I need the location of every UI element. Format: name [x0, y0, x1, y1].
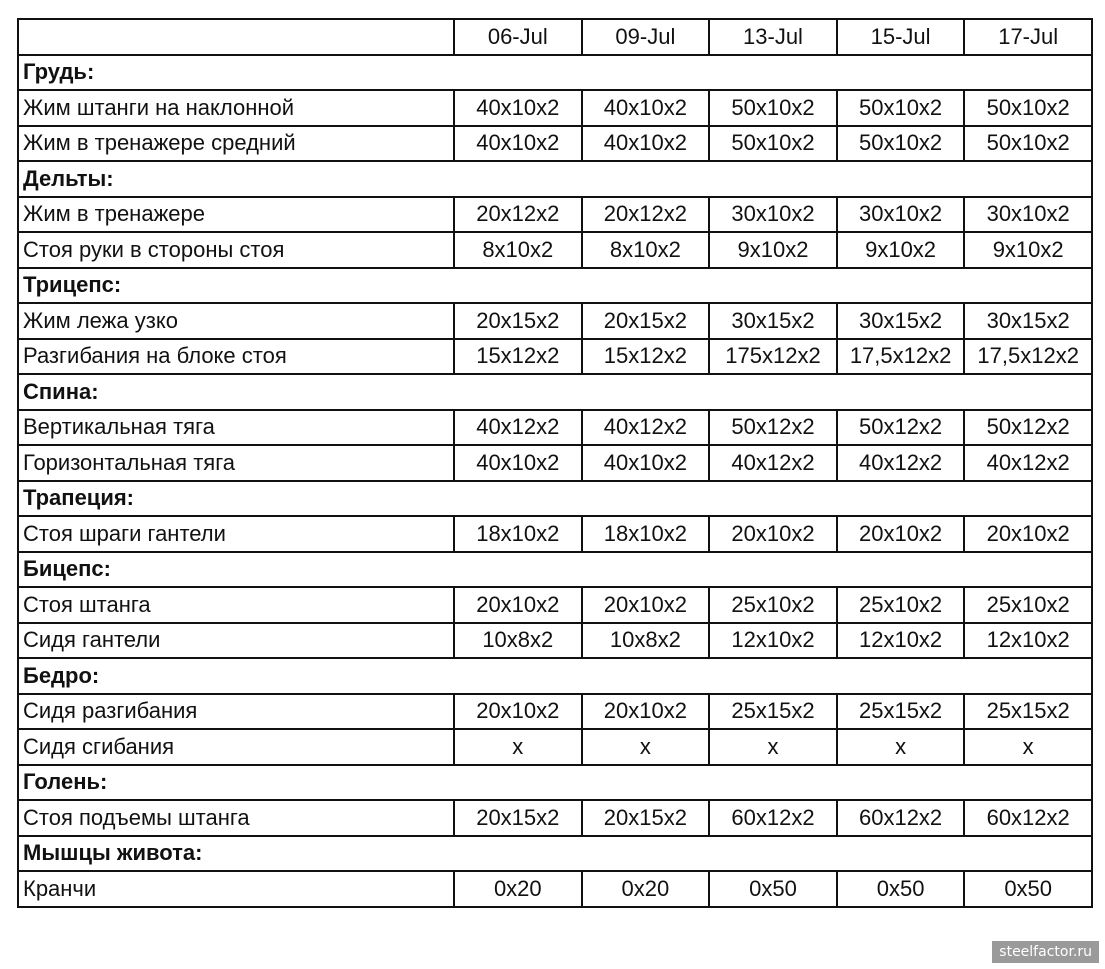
set-value-cell: x	[709, 729, 837, 765]
exercise-name-cell: Жим лежа узко	[18, 303, 454, 339]
set-value-cell: 8x10x2	[582, 232, 710, 268]
set-value-cell: 60x12x2	[964, 800, 1092, 836]
set-value-cell: 12x10x2	[837, 623, 965, 659]
set-value-cell: 8x10x2	[454, 232, 582, 268]
set-value-cell: 20x10x2	[837, 516, 965, 552]
set-value-cell: 40x10x2	[582, 90, 710, 126]
set-value-cell: x	[964, 729, 1092, 765]
exercise-name-cell: Стоя подъемы штанга	[18, 800, 454, 836]
exercise-name-cell: Жим в тренажере средний	[18, 126, 454, 162]
date-header-cell: 17-Jul	[964, 19, 1092, 55]
section-title: Голень:	[18, 765, 1092, 801]
set-value-cell: 20x10x2	[454, 587, 582, 623]
set-value-cell: 17,5x12x2	[964, 339, 1092, 375]
date-header-cell: 15-Jul	[837, 19, 965, 55]
exercise-row	[18, 232, 1092, 268]
header-blank-cell	[18, 19, 454, 55]
set-value-cell: 18x10x2	[454, 516, 582, 552]
exercise-name-cell: Разгибания на блоке стоя	[18, 339, 454, 375]
set-value-cell: 12x10x2	[964, 623, 1092, 659]
exercise-name-cell: Вертикальная тяга	[18, 410, 454, 446]
set-value-cell: 20x15x2	[454, 303, 582, 339]
set-value-cell: 0x20	[582, 871, 710, 907]
set-value-cell: 175x12x2	[709, 339, 837, 375]
set-value-cell: 25x10x2	[709, 587, 837, 623]
exercise-row	[18, 800, 1092, 836]
set-value-cell: 18x10x2	[582, 516, 710, 552]
workout-table-body	[18, 19, 1092, 907]
set-value-cell: 10x8x2	[454, 623, 582, 659]
set-value-cell: 40x10x2	[454, 90, 582, 126]
exercise-row	[18, 90, 1092, 126]
section-row	[18, 658, 1092, 694]
set-value-cell: 40x10x2	[582, 445, 710, 481]
exercise-name-cell: Кранчи	[18, 871, 454, 907]
set-value-cell: 20x10x2	[964, 516, 1092, 552]
section-row	[18, 161, 1092, 197]
set-value-cell: 50x12x2	[964, 410, 1092, 446]
set-value-cell: 50x12x2	[709, 410, 837, 446]
set-value-cell: 50x10x2	[964, 126, 1092, 162]
exercise-name-cell: Стоя руки в стороны стоя	[18, 232, 454, 268]
section-title: Дельты:	[18, 161, 1092, 197]
section-title: Трицепс:	[18, 268, 1092, 304]
exercise-row	[18, 729, 1092, 765]
set-value-cell: 15x12x2	[582, 339, 710, 375]
set-value-cell: 50x10x2	[709, 126, 837, 162]
exercise-name-cell: Сидя гантели	[18, 623, 454, 659]
set-value-cell: 30x15x2	[964, 303, 1092, 339]
set-value-cell: 25x10x2	[837, 587, 965, 623]
section-row	[18, 552, 1092, 588]
set-value-cell: 30x10x2	[837, 197, 965, 233]
set-value-cell: 50x10x2	[964, 90, 1092, 126]
set-value-cell: 40x12x2	[837, 445, 965, 481]
exercise-name-cell: Стоя шраги гантели	[18, 516, 454, 552]
exercise-row	[18, 871, 1092, 907]
set-value-cell: 30x10x2	[964, 197, 1092, 233]
set-value-cell: 0x50	[709, 871, 837, 907]
exercise-row	[18, 516, 1092, 552]
set-value-cell: 25x15x2	[709, 694, 837, 730]
section-row	[18, 481, 1092, 517]
set-value-cell: 12x10x2	[709, 623, 837, 659]
set-value-cell: x	[582, 729, 710, 765]
set-value-cell: 30x10x2	[709, 197, 837, 233]
watermark: steelfactor.ru	[992, 941, 1099, 963]
set-value-cell: 17,5x12x2	[837, 339, 965, 375]
workout-table	[17, 18, 1093, 908]
set-value-cell: 20x15x2	[582, 303, 710, 339]
exercise-row	[18, 587, 1092, 623]
set-value-cell: 60x12x2	[837, 800, 965, 836]
section-title: Бицепс:	[18, 552, 1092, 588]
exercise-row	[18, 126, 1092, 162]
set-value-cell: 10x8x2	[582, 623, 710, 659]
set-value-cell: 40x12x2	[454, 410, 582, 446]
section-title: Трапеция:	[18, 481, 1092, 517]
set-value-cell: 20x15x2	[454, 800, 582, 836]
set-value-cell: 20x10x2	[454, 694, 582, 730]
set-value-cell: 25x15x2	[964, 694, 1092, 730]
set-value-cell: 50x10x2	[837, 90, 965, 126]
exercise-name-cell: Сидя разгибания	[18, 694, 454, 730]
set-value-cell: 30x15x2	[837, 303, 965, 339]
set-value-cell: 20x12x2	[454, 197, 582, 233]
set-value-cell: 40x10x2	[454, 126, 582, 162]
set-value-cell: 20x10x2	[582, 587, 710, 623]
section-title: Бедро:	[18, 658, 1092, 694]
set-value-cell: 25x15x2	[837, 694, 965, 730]
set-value-cell: 30x15x2	[709, 303, 837, 339]
exercise-name-cell: Стоя штанга	[18, 587, 454, 623]
exercise-row	[18, 623, 1092, 659]
section-title: Мышцы живота:	[18, 836, 1092, 872]
set-value-cell: 20x15x2	[582, 800, 710, 836]
section-row	[18, 55, 1092, 91]
set-value-cell: 40x12x2	[582, 410, 710, 446]
set-value-cell: 0x20	[454, 871, 582, 907]
section-title: Грудь:	[18, 55, 1092, 91]
set-value-cell: 50x10x2	[837, 126, 965, 162]
exercise-row	[18, 694, 1092, 730]
section-row	[18, 374, 1092, 410]
set-value-cell: 9x10x2	[709, 232, 837, 268]
exercise-name-cell: Горизонтальная тяга	[18, 445, 454, 481]
set-value-cell: 25x10x2	[964, 587, 1092, 623]
set-value-cell: x	[837, 729, 965, 765]
date-header-cell: 09-Jul	[582, 19, 710, 55]
exercise-name-cell: Сидя сгибания	[18, 729, 454, 765]
set-value-cell: 0x50	[964, 871, 1092, 907]
set-value-cell: 40x12x2	[709, 445, 837, 481]
set-value-cell: 60x12x2	[709, 800, 837, 836]
set-value-cell: 50x10x2	[709, 90, 837, 126]
exercise-row	[18, 339, 1092, 375]
set-value-cell: 40x10x2	[454, 445, 582, 481]
set-value-cell: 20x10x2	[709, 516, 837, 552]
exercise-name-cell: Жим в тренажере	[18, 197, 454, 233]
set-value-cell: 20x12x2	[582, 197, 710, 233]
set-value-cell: 9x10x2	[964, 232, 1092, 268]
exercise-row	[18, 445, 1092, 481]
set-value-cell: 15x12x2	[454, 339, 582, 375]
date-header-cell: 13-Jul	[709, 19, 837, 55]
section-title: Спина:	[18, 374, 1092, 410]
section-row	[18, 765, 1092, 801]
set-value-cell: 9x10x2	[837, 232, 965, 268]
section-row	[18, 268, 1092, 304]
header-row	[18, 19, 1092, 55]
date-header-cell: 06-Jul	[454, 19, 582, 55]
exercise-row	[18, 197, 1092, 233]
exercise-row	[18, 410, 1092, 446]
section-row	[18, 836, 1092, 872]
exercise-row	[18, 303, 1092, 339]
exercise-name-cell: Жим штанги на наклонной	[18, 90, 454, 126]
set-value-cell: 40x12x2	[964, 445, 1092, 481]
set-value-cell: 40x10x2	[582, 126, 710, 162]
set-value-cell: 50x12x2	[837, 410, 965, 446]
set-value-cell: 20x10x2	[582, 694, 710, 730]
set-value-cell: x	[454, 729, 582, 765]
set-value-cell: 0x50	[837, 871, 965, 907]
